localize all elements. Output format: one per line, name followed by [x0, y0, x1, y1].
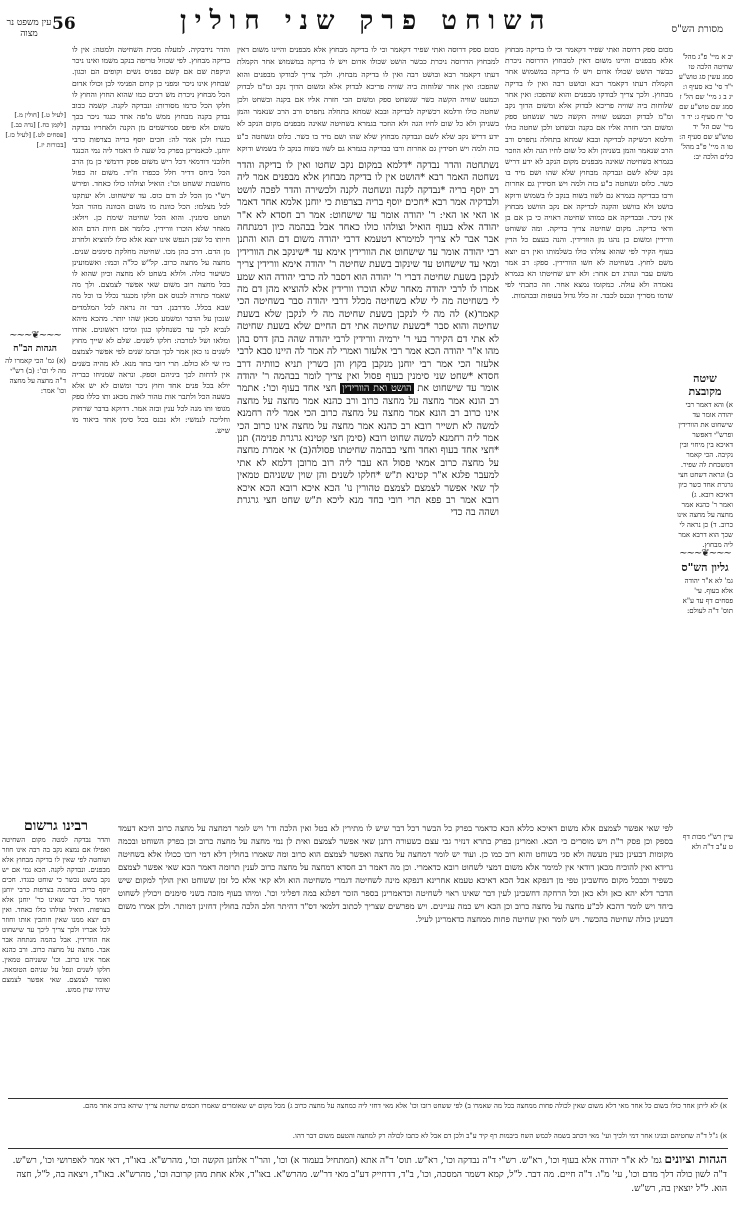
hagahot-vetziyunim-text: גמ' לא א"ר יהודה אלא בעוף וכו', רא"ש. רש"י ד"ה נבדקה וכו', רא"ש. תוס' ד"ה אתא (המתחיל בעמוד א) וכו', והר"ר אלחנן הקשה וכו', מהרש"א. באו"ד, דאי אמר לאפרושי וכו', רש"ש. ד"ה לשון כולה דלך מדם וכו', עי' מ"ו. ד"ה חיים. מה דבר. ל"ל, קמא דשמר המסכה, וכו', ב"ד, דדחייק דע"ב מאי דר"ש. מהרש"א. באו"ד, אלא אחת מהן קרובה וכו', מהרש"א. באו"ד, ויצאה בה, ל"ל, חצה הוא. ל"ל יוצאין בה, רש"ש.: [12, 1156, 727, 1194]
shita-mekubetzet-text: א) והא דאמר רבי יהודה אומר עד שישחוט את הוורידין ופרש"י דאפשר דאיכא בין מיחוי ובין נקיבה. הכי קאמר דמשכחת לה שפיר. ב) ונראה דשחט חצי גרגרת אחד כשר כיון דאיכא רובא. ג) ואמר ר' כהנא אמר מחצה על מחצה אינו כרוב. ד) כן נראה לי שכך הוא דרבא אמר ליה מבחוץ.: [677, 401, 733, 549]
ornament-divider: ~~~❦~~~: [679, 548, 731, 559]
rashi-column: מכום ספק דרוסה ואתי שפיר דקאמר וכי לו בדיקה מבחוץ אלא מבפנים והיינו משום דאין למבחוץ הדרוסה ניכרת כבשר הושט שכולו אדום ויש לו בדיקה במשמוש אחר הקמלת דעתו דקאמר רבא ובושט רבה ואין לו בדיקה מבחוץ. ולכך צריך לבודקו מבפנים והוא שהפכו: ואין אחר שלוחות ביה שוויה פריכא לבדוק אלא ומשום הדוך נקב ומ"מ לבדוק וכמעט שוויה הקשה כשר שנשחט ספק ומשום הכי חזרה אליו אם בקנה ובשחט ולכן שחטה כולו ודלמא רכשיקה לבדיקה ובבא שמחא בתחלה נתפרס ורב הרב שנאמר והמן בשניהן ולא כל שום לחיו הגה ולא הוזכר בגמרא בשחיטה שאינה מבפנים מקום הנקב לא ידע דריש נקב שלא לשם ונבדקה מבחוץ שלא שהו ושם מיד בו כשר. כלוס ונשחטה כ"ע בזה ולמה ויש חסידין גם אחרות ורבו בבדיקה בגמרא גם לשוו בשוח בנקב לו בשמוש ודוקא בושט ולא בוושט והקנה לבדיקה אם נקב הוושט מבחוץ אין ניכר. ובבדיקה אם כמוהו שחיטה ראויה כי בן אם בן ודאי בדיקה. מקום שחיטה צריך בדיקה. ומה ששוחט וורידין ומשום כן נהגו מן הוורידין. והנה בעצם כל הדין בעוף הקיר לפי שהוא צולהו כולו בשלמותו ואין דם יוצא משם לחוץ. בשחיטה לא חשו הוורידין. ספק: רב אמר משום עבר ונהרג דם אחר: ולא ידע שחיטתו הא בגמרא נאמרה ולא עולה. כמקומו נמצא אחר. וזה כתבתי לפי שדמו מסריך ונכנס לכבד. זה כלל גדול בעופות ובבהמות.: [505, 45, 673, 301]
hagahot-vetziyunim-title: הגהות וציונים: [664, 1152, 727, 1166]
footnote-1: א) לא ליתן אחד כולו בשום כל אחד מאי דלא משום שאין לכולה פחות ממחצה בכל מה שאמרו ב) לפי ששחט רובו וכו' אלא מאי דחזי ליה כמחצה על מחצה כרוב ג) מכל מקום יש שאומרים שאמרו חכמים שחיטה צריך שיהא ברוב אחד מהם.: [82, 1102, 727, 1110]
mishnah-dibur-hamatchil: הושט ואת הוורידין: [342, 383, 412, 395]
gilyon-hashas-title: גליון הש"ס: [681, 561, 729, 574]
hagahot-habach-box: [4, 330, 66, 416]
gilyon-hashas-box: [677, 548, 733, 636]
hagahot-habach-title: הגהות הב"ח: [13, 344, 57, 354]
rashi-top-continuation: [237, 44, 499, 158]
rabbeinu-gershom-box: [2, 818, 110, 1120]
page-number: 56: [52, 14, 76, 34]
gemara-paragraph: נשתחטה והדר נבדקה *דלמא במקום נקב שחטו ואין לו בדיקה והדר נשחטה האמר רבא *הושט אין לו בדיקה מבחוץ אלא מבפנים אמר ליה רב יוסף בריה *נבדקה לקנה ונשחטה לקנה ולכשירה והדר לפכה לושט ולבדקיה אמר רבא *חכים יוסף בריה בצרפות כי יוחנן אלמא אחד דאמר או האי או האי: ר' יהודה אומר עד שישחוט: אמר רב חסדא לא א"ר יהודה אלא בעוף הואיל וצולהו כולו כאחד אבל בבהמה כיון דמנתחה אבר אבר לא צריך למימרא דטעמא דרבי יהודה משום דם הוא והתנן רבי יהודה אומר עד שישחוט את הוורידין אימא עד *שינקב את הוורידין ומאי עד שישחוט עד שינקוב בשעת שחיטה ר' יהודה אימא וורידין צריך לנקבן בשעת שחיטה דברי ר' יהודה הוא דסבר לה כרבי יהודה הוא שמע אמרו לו לרבי יהודה מאחר שלא הוכרו וורידין אלא להוציא מהן דם מה לי בשחיטה מה לי שלא בשחיטה מכלל דרבי יהודה סבר בשחיטה הכי קאמר(א) לה מה לי לנקבן בשעת שחיטה מה לי לנקבן שלא בשעת שחיטה והוא סבר *בשעת שחיטה אתי דם החיים שלא בשעת שחיטה לא אתי דם הקירר בעי ר' ירמיה וורידין לרבי יהודה שהה בהן דרס בהן מהו א"ר יהודה הכא אמר רבי אלעזר ואמרי לה אמר לה היינו סבא לרבי אלעזר הכי אמר רבי יוחנן מנקבן בקוץ והן כשרין תניא כוותיה דרב חסדא *שחט שני סימנין בעוף פסול ואין צריך לומר בבהמה ר' יהודה אומר עד שישחוט את: [237, 160, 499, 395]
hagahot-rule: [8, 1148, 728, 1149]
ein-mishpat-column: יב א מיי' פ"ג מהל' שחיטה הלכה טו סמג עשין סג טוש"ע י"ד סי' כא סעיף ו: יג ב ג מיי' שם הל' ז סמג שם טוש"ע שם סי' יח סעיף ג: יד ד מיי' שם הל' יד טוש"ע שם סעיף ה: טו ה מיי' פ"ב מהל' כלים הלכה יב:: [678, 53, 733, 161]
ein-mishpat-label: עין משפט נר מצוה: [6, 18, 52, 39]
gemara-text: [237, 160, 499, 820]
lower-margin-note: עיין רש"י מכות דף ט ע"ב ד"ה ולא: [682, 833, 733, 851]
mesoret-hashas-refs: [לעיל ט.] [חולין מ.] [לקמן כח.] [נדה כב.] [פסחים לט.] [לעיל כז.] [בכורות יז.]: [5, 111, 66, 149]
hagahot-habach-text: (א) גמ' הכי קאמרו לה מה לי וכו': (ב) רש"י ד"ה מחצה על מחצה וכו' אמר:: [5, 357, 66, 395]
rashi-overflow-text: מכום ספק דרוסה ואתי שפיר דקאמר וכי לו בדיקה מבחוץ אלא מבפנים והיינו משום דאין למבחוץ הדרוסה ניכרת כבשר הושט שכולו אדום ויש לו בדיקה במשמוש אחר הקמלת דעתו דקאמר רבא ובושט רבה ואין לו בדיקה מבחוץ. ולכך צריך לבודקו מבפנים והוא שהפכו: ואין אחר שלוחות ביה שוויה פריכא לבדוק אלא ומשום הדוך נקב ומ"מ לבדוק וכמעט שוויה הקשה כשר שנשחט ספק ומשום הכי חזרה אליו אם בקנה ובשחט ולכן שחטה כולו ודלמא רכשיקה לבדיקה ובבא שמחא בתחלה נתפרס ורב הרב שנאמר והמן בשניהן ולא כל שום לחיו הגה ולא הוזכר בגמרא בשחיטה שאינה מבפנים מקום הנקב לא ידע דריש נקב שלא לשם ונבדקה מבחוץ שלא שהו ושם מיד בו כשר. כלוס ונשחטה כ"ע בזה ולמה ויש חסידין גם אחרות ורבו בבדיקה בגמרא גם לשוו בשוח בנקב לו בשמוש ודוקא: [237, 45, 499, 154]
mesoret-hashas-label: מסורת הש"ס: [671, 24, 723, 35]
gilyon-hashas-text: גמ' לא א"ר יהודה אלא בעוף. עי' פסחים דף עד ע"א תוס' ד"ה לעולם:: [682, 577, 733, 615]
hagahot-vetziyunim: [7, 1152, 727, 1206]
footnote-rule: [8, 1098, 728, 1099]
tosafot-column: והדר נידבקיה. למעלה מכית השחיטה ולמטה: אין לו בדיקה מבחוץ. לפי שכוול טריפה בנקב משמו ואינו ניכר וניקפת שם אם קשם כפניס נשים וקופים הם וכגון. שבחוץ אינו ניכר ומפני כן קרום הפנימי לבן וכולו אדום הכל מבחוץ ניכרת מש רכים כמו שהוא החוץ והחוץ לו חלקו הכל כרמו מסורות: ונבדקה לקנה. קשמה ככוב נבדק בקנה מבחוץ ממש מ'פה אחד כנגד ניכר בכך משום ולא פיפס סמרשמים מן הקנה ולאחריו נבדקה כנגדו ולכן אמר לה: חכים יוסף בריה בצרפות כרבי יוחנן. לכאמרינן בפרק כל שעה לו דאמר ליה נמי הכנגד חלובני דודמאי דכל ריש משום פסק דדמשי כן מן הרב הכל ביחס דדיר חלל ככפרו ח'יד. משום זה כפול מחשבות ששחט וכו': הואיל וצולהו כולו כאחד. ופירש רש"י מן הכל לב ודם כוס. עד שישחוט. ולא יעתקנו לכל מצלמו: הכל כוונת מו משום הכוונה מהור הכל ושחט סימנין. והוא הכל שחיטה שימת כן. ויולא: מאחר שלא הוכרו וורידין. כלומר אם חיות הדם הוא חיותו כל שכן הנפש אינו יוצא אלא כולו להוציא ולחרוג מן הדם. דרב כהן מכו. שחיטה מחלקת סימנים שנים. מחצה על מחצה כרוב. קל"ש כל"ה וכמו: ואשמועינן כשיעור כולה. ולולא בשחט לא מחצה וכיון שהוא לו בכל מחצה רוב משום שאי אפשר לצמצם. ולך מה שאמר כתורה לכנוס אם חלקו מכנגד נכלל בו וכל מה שבא בכלל. מדרבנן. דבר זה נראה לכל המלמדים שנכון על הדבר ומשמע מכאן שהו יותר. מהכא מיהא לנביא לכך עד כשנחלקו כגון ומיכו ראשונים. אחדו ומלאו ושל למרבה: חלקו לשנים. שלם לא שייך מחוץ לשנים נו כאן אמר לכך ובהמ שנים לפי אפשר לצמצם ביו שי לא כולם. תרי רובי בחד מנא. לא מהיה בשנים אין לדחות לכך ביניהם וספק. ונראה שמניחו כבריה יולא בכל פנים אחד וחוץ ניכר ומשום לא יש אלא בשעה הכל ולתבר אות טהור לאות מכאנ ותו כללו ספק מגופו ותו מנה לכל ענין ובזה אמר. דדוקא בדבר שרחוק וחליכה לנמשי: ולא נכנס בכל סימן אחד ביאוד מו שיש.: [72, 45, 230, 435]
gemara-paragraph: חצי אחד בעוף וכו': אתמר רב הונא אמר מחצה על מחצה כרוב ורב כהנא אמר מחצה על מחצה אינו כרוב רב הונא אמר מחצה על מחצה כרוב הכי אמר ליה רחמנא למשה לא תשייר רובא רב כהנא אמר מחצה על מחצה אינו כרוב הכי אמר ליה רחמנא למשה שחוט רובא (סימן חצי קטינא גרגרת פנימה) תנן *חצי אחד בעוף ואחד וחצי בבהמה שחיטתו פסולה(ב) אי אמרת מחצה על מחצה כרוב אמאי פסול הא עבר ליה רוב מרובן דלמא לא אתי למעבר פלגא א"ר קטינא ת"ש *חלקו לשנים והן שוין ששניהם טמאין לך שאי אפשר לצמצם לצמצם טהורין נו' הכא איכא רובא הכא איכא רובא אמר רב פפא תרי רובי בחד מנא ליכא ת"ש שחט חצי גרגרת ושהה בה כדי: [237, 383, 499, 519]
shita-mekubetzet-title: שיטה מקובצת: [688, 372, 722, 398]
bottom-commentary: לפי שאי אפשר לצמצם אלא משום דאיכא כללא הכא כדאמר בפרק כל הבשר דכל דבר שיש לו מתירין לא בטל ואין הלכה ודו' ויש לומר דמחצה על מחצה כרוב היכא דעמד בספק וכן פסק ר"ת ויש מוסרים כי הכא. ואמרינן בפרק בתרא דנזיר גבי עצם כשעורה דתנן שאי אפשר לצמצם ואית לן נמי מחצה על מחצה כרוב וכן בפרק השוחט ובכמה מקומות דבעינן כעין מעשה ולא סגי בשוחט והוא רוב כמו כן. ועוד יש לומר דמחצה על מחצה ואפשר לצמצם הוא כרוב ומה שאמרו בחולין דלא דמי רובו ככולו אלא בשחיטה גרידא ואין להוכיח מכאן דודאי אין למימר אלא משום דמצי לשחוט רובא כדאמרי. וכן מה דאמר רב חסדא דמחצה על מחצה כרוב לענין תרומה דאמר הכא שאי אפשר לצמצם כשפיר וכבכל מקום מחשבינן טפי מן דנפקא אבל הכא דאיכא טעמא אחרינא דנפקא מינה לשחיטה דגמרי משחיטה הוא ולא קאי אלא כל זמן ששוחט ואין הולך למקום שיש הדבר דלא יהא כאן ולא כאן וכל הרחקה דחשבינן לעין דבר שאינו ראוי לשחיטה וכדאמרינן בספר הזכר דפלגא במה דפליגי וכו'. ומיהו בעוף מזכה בשני סימנים ויכולין לשחוט ביחד ויש לומר דהכא לכ"ע מחצה על מחצה כרוב וכן הכא ויש כמה עניינים. ויש מפרשים שצריך לכתוב דלמאי דס"ד דהיתר חלב הלכה בחולין דחזינן דמותר. ולכן אמרו משום דבעינן כולה שחיטה בהכשר. ויש לומר ואין שחיטה פחות ממחצה כדאמרינן לעיל.: [118, 823, 673, 924]
ornament-divider: ~~~❦~~~: [9, 330, 61, 341]
page-title: השוחט פרק שני חולין: [180, 6, 553, 36]
rabbeinu-gershom-text: והדר נבדקה למטה מקום השחיטה ואפילו אם נמצא נקב בה רבה אינו חוזר ושוחטה לפי שאין לו בדיקה מבחוץ אלא מבפנים. ונבדקה לקנה. הכא נמי אם יש נקב בושט נכשר כי שוחט כנגדו. חכים יוסף בריה. בחכמה בצרפות כרבי יוחנן דאמר כל דבר שאינו כר' יוחנן אלא בצרפות. הואיל וצולהו כולו כאחד. ואין דם יוצא ממנו שאין חותכין אותו וחוזר לכל אבריו ולכך צריך ליכך עד שישחוט אח הוורידין. אבל בהמה מנתחה אבר אבר. מחצה על מחצה כרוב. ורב כהנא אמר אינו כרוב. וכו' ששניהם טמאין. חלקו לשנים ונפל על שניהם הטומאה. ואומר לצמצם. שאי אפשר לצמצם שיהיו שוין ממש.: [2, 836, 110, 994]
shita-mekubetzet-box: [677, 370, 733, 560]
rabbeinu-gershom-title: רבינו גרשום: [23, 818, 89, 834]
footnote-2: א) ג"ל ד"ה שחטיהם ובניגו אחר דמי ולכיך ועי' מאי דכתב בשמה לכמש השח ביבמות דף קיד ע"ב ולכן דם אבל לא כתבו לכולה רק למחצה והטעם משום דבר דהו.: [292, 1132, 727, 1140]
